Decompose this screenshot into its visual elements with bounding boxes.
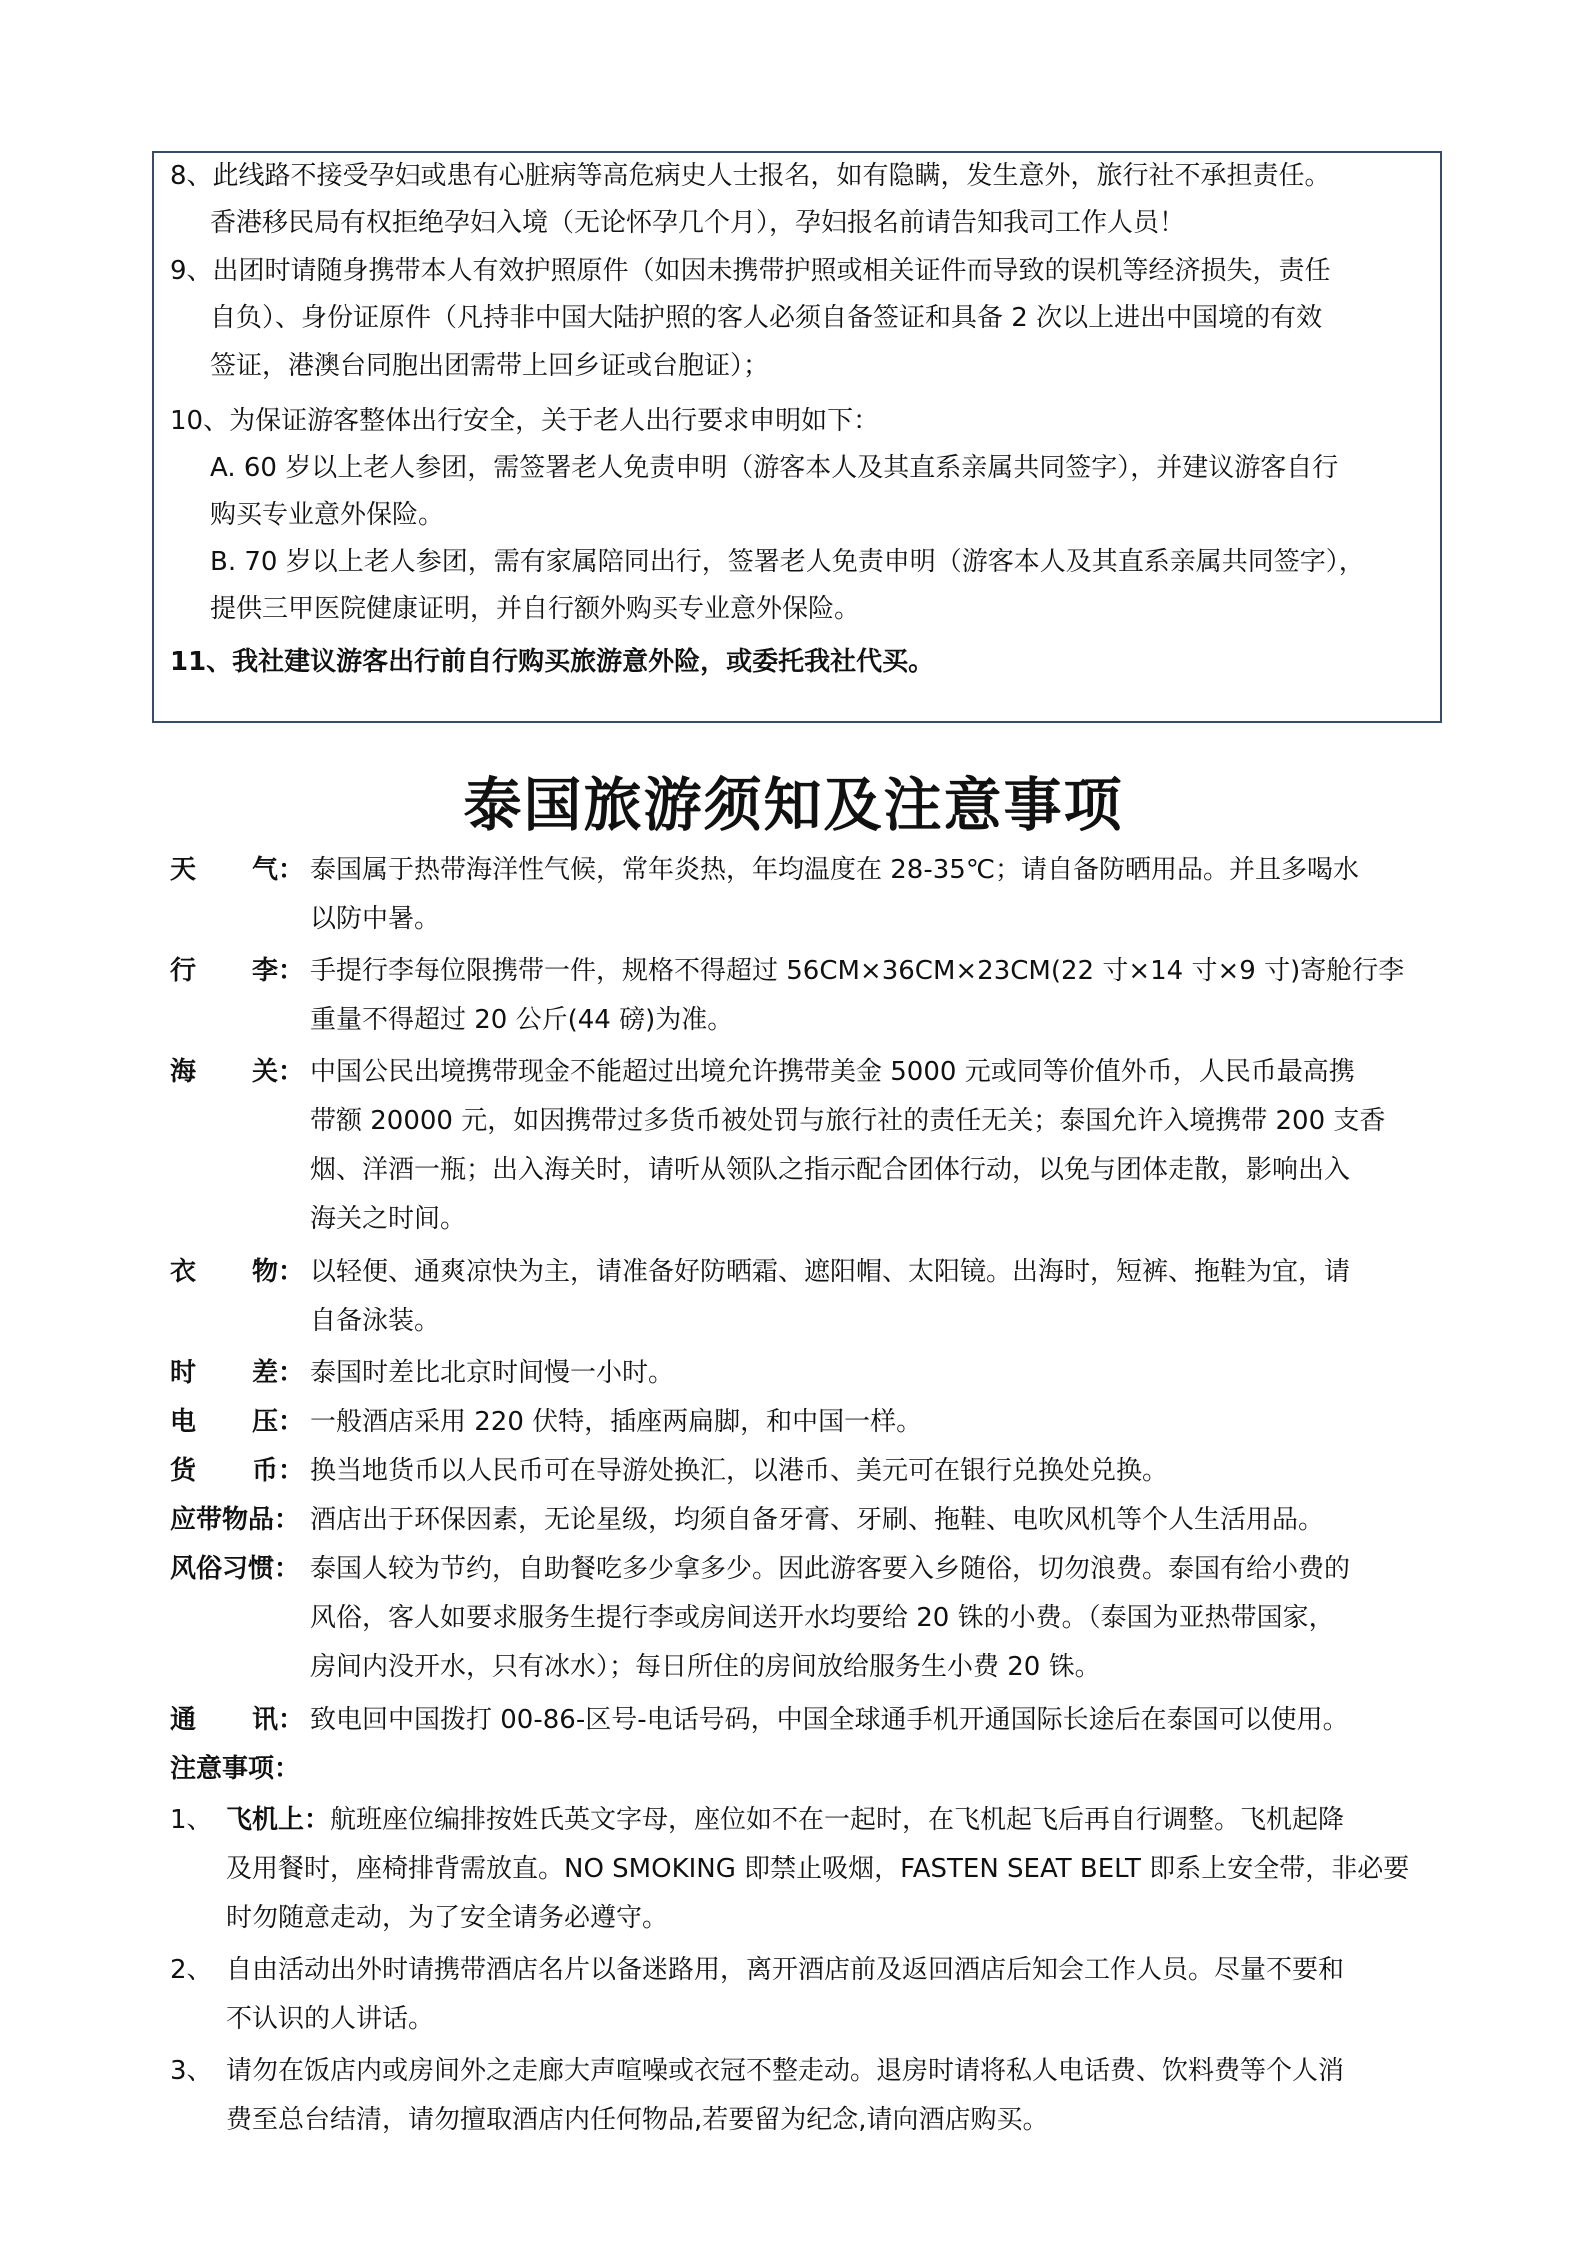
notice-line: 购买专业意外保险。: [210, 500, 445, 530]
notice-line: 签证，港澳台同胞出团需带上回乡证或台胞证）；: [210, 351, 770, 381]
note-text: 费至总台结清，请勿擅取酒店内任何物品,若要留为纪念,请向酒店购买。: [226, 2105, 1049, 2135]
notice-line: A. 60 岁以上老人参团，需签署老人免责申明（游客本人及其直系亲属共同签字），并建议游客自行: [210, 453, 1339, 483]
note-text: [226, 1803, 1344, 1837]
note-text-run: 航班座位编排按姓氏英文字母，座位如不在一起时，在飞机起飞后再自行调整。飞机起降: [330, 1805, 1345, 1835]
notice-line: 自负）、身份证原件（凡持非中国大陆护照的客人必须自备签证和具备 2 次以上进出中国境的有效: [210, 303, 1323, 333]
notice-item-11: 11、我社建议游客出行前自行购买旅游意外险，或委托我社代买。: [170, 647, 935, 677]
notice-line: 8、此线路不接受孕妇或患有心脏病等高危病史人士报名，如有隐瞒，发生意外，旅行社不承担责任。: [170, 161, 1331, 191]
section-text: 致电回中国拨打 00-86-区号-电话号码，中国全球通手机开通国际长途后在泰国可以使用。: [310, 1705, 1349, 1735]
note-text: 不认识的人讲话。: [226, 2004, 435, 2034]
notice-line: 提供三甲医院健康证明，并自行额外购买专业意外保险。: [210, 594, 861, 624]
section-text: 风俗，客人如要求服务生提行李或房间送开水均要给 20 铢的小费。（泰国为亚热带国家，: [310, 1603, 1335, 1633]
section-text: 泰国时差比北京时间慢一小时。: [310, 1358, 675, 1388]
section-text: 换当地货币以人民币可在导游处换汇，以港币、美元可在银行兑换处兑换。: [310, 1456, 1169, 1486]
note-text: 请勿在饭店内或房间外之走廊大声喧噪或衣冠不整走动。退房时请将私人电话费、饮料费等个人消: [226, 2056, 1345, 2086]
note-text: 时勿随意走动，为了安全请务必遵守。: [226, 1903, 669, 1933]
section-text: 泰国属于热带海洋性气候，常年炎热，年均温度在 28-35℃；请自备防晒用品。并且多喝水: [310, 855, 1360, 885]
section-text: 烟、洋酒一瓶；出入海关时，请听从领队之指示配合团体行动，以免与团体走散，影响出入: [310, 1155, 1351, 1185]
section-text: 泰国人较为节约，自助餐吃多少拿多少。因此游客要入乡随俗，切勿浪费。泰国有给小费的: [310, 1554, 1351, 1584]
section-label: 应带物品：: [170, 1505, 301, 1535]
section-label: 风俗习惯：: [170, 1554, 301, 1584]
note-number: 2、: [170, 1955, 213, 1985]
notice-line: 9、出团时请随身携带本人有效护照原件（如因未携带护照或相关证件而导致的误机等经济损失，责任: [170, 256, 1331, 286]
section-text: 手提行李每位限携带一件，规格不得超过 56CM×36CM×23CM(22 寸×14 寸×9 寸)寄舱行李: [310, 956, 1405, 986]
note-text: 及用餐时，座椅排背需放直。NO SMOKING 即禁止吸烟，FASTEN SEAT BELT 即系上安全带，非必要: [226, 1854, 1410, 1884]
note-text: 自由活动出外时请携带酒店名片以备迷路用，离开酒店前及返回酒店后知会工作人员。尽量不要和: [226, 1955, 1345, 1985]
section-text: 酒店出于环保因素，无论星级，均须自备牙膏、牙刷、拖鞋、电吹风机等个人生活用品。: [310, 1505, 1325, 1535]
notice-line: B. 70 岁以上老人参团，需有家属陪同出行，签署老人免责申明（游客本人及其直系亲属共同签字），: [210, 547, 1365, 577]
note-bold-lead: 飞机上：: [226, 1805, 331, 1835]
section-text: 带额 20000 元，如因携带过多货币被处罚与旅行社的责任无关；泰国允许入境携带 200 支香: [310, 1106, 1386, 1136]
notes-heading: 注意事项：: [170, 1754, 301, 1784]
section-text: 自备泳装。: [310, 1306, 441, 1336]
section-text: 重量不得超过 20 公斤(44 磅)为准。: [310, 1005, 734, 1035]
notice-line: 香港移民局有权拒绝孕妇入境（无论怀孕几个月），孕妇报名前请告知我司工作人员！: [210, 208, 1186, 238]
section-text: 中国公民出境携带现金不能超过出境允许携带美金 5000 元或同等价值外币，人民币最高携: [310, 1057, 1355, 1087]
note-number: 1、: [170, 1805, 213, 1835]
section-text: 房间内没开水，只有冰水）；每日所住的房间放给服务生小费 20 铢。: [310, 1652, 1101, 1682]
note-number: 3、: [170, 2056, 213, 2086]
section-text: 以防中暑。: [310, 904, 441, 934]
section-text: 以轻便、通爽凉快为主，请准备好防晒霜、遮阳帽、太阳镜。出海时，短裤、拖鞋为宜，请: [310, 1257, 1351, 1287]
section-text: 一般酒店采用 220 伏特，插座两扁脚，和中国一样。: [310, 1407, 923, 1437]
notice-line: 10、为保证游客整体出行安全，关于老人出行要求申明如下：: [170, 406, 880, 436]
page-title: 泰国旅游须知及注意事项: [463, 771, 1124, 839]
section-text: 海关之时间。: [310, 1204, 467, 1234]
